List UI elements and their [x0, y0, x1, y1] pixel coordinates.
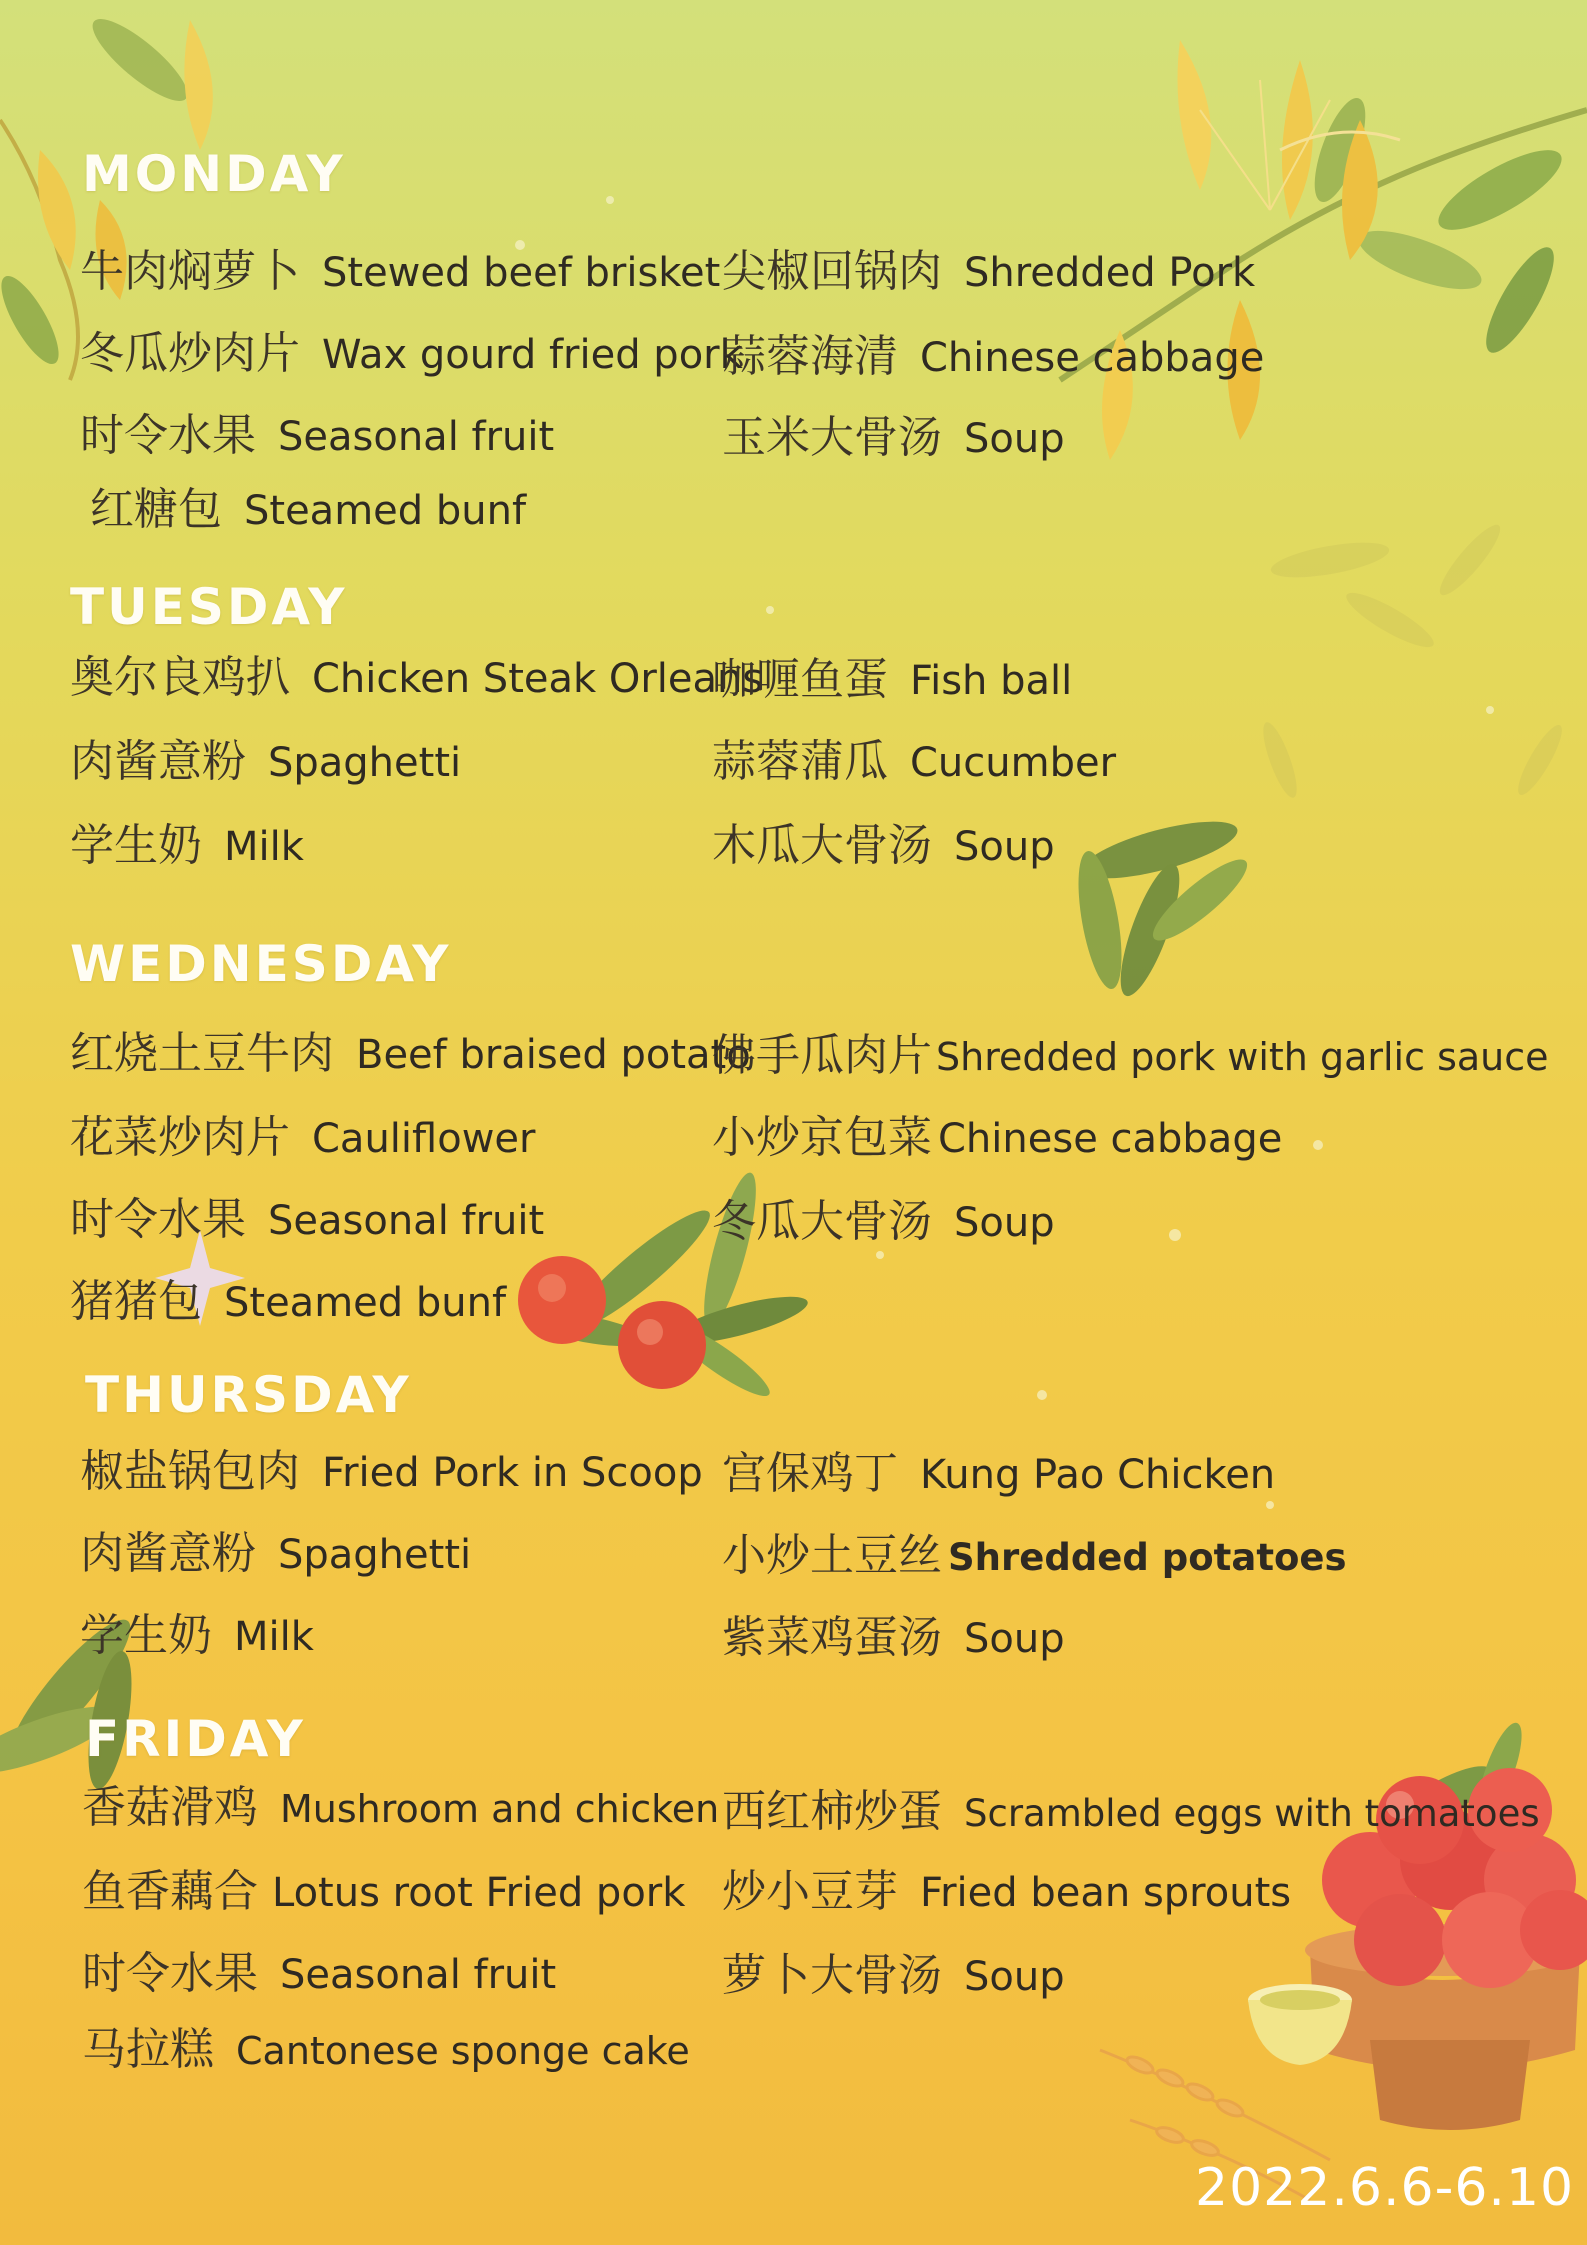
menu-item [712, 820, 1055, 871]
dish-cn: 蒜蓉海清 [722, 331, 898, 382]
dish-en: Cucumber [910, 740, 1117, 786]
dish-en: Milk [234, 1614, 314, 1660]
dish-en: Chicken Steak Orleans [312, 656, 764, 702]
dish-en: Soup [964, 1616, 1065, 1662]
dish-en: Mushroom and chicken [280, 1787, 720, 1831]
dish-cn: 炒小豆芽 [722, 1866, 898, 1917]
dish-en: Beef braised potato [356, 1032, 751, 1078]
dish-cn: 蒜蓉蒲瓜 [712, 736, 888, 787]
day-heading-tuesday: TUESDAY [70, 578, 348, 636]
dish-en: Stewed beef brisket [322, 250, 721, 296]
dish-cn: 萝卜大骨汤 [722, 1950, 942, 2001]
menu-item [80, 410, 555, 461]
dish-cn: 咖喱鱼蛋 [712, 654, 888, 705]
dish-cn: 小炒土豆丝 [722, 1530, 942, 1581]
dish-en: Seasonal fruit [280, 1952, 557, 1998]
menu-item [722, 1786, 1540, 1837]
dish-cn: 猪猪包 [70, 1276, 202, 1327]
day-heading-thursday: THURSDAY [85, 1366, 412, 1424]
dish-cn: 玉米大骨汤 [722, 412, 942, 463]
dish-en: Soup [954, 1200, 1055, 1246]
dish-en: Kung Pao Chicken [920, 1452, 1276, 1498]
menu-item [722, 1448, 1276, 1499]
dish-cn: 小炒京包菜 [712, 1112, 932, 1163]
dish-cn: 花菜炒肉片 [70, 1112, 290, 1163]
menu-item [722, 1866, 1292, 1917]
dish-en: Chinese cabbage [920, 335, 1265, 381]
dish-en: Cantonese sponge cake [236, 2029, 690, 2073]
dish-cn: 红烧土豆牛肉 [70, 1028, 334, 1079]
menu-item [722, 1612, 1065, 1663]
dish-cn: 冬瓜炒肉片 [80, 328, 300, 379]
dish-en: Seasonal fruit [268, 1198, 545, 1244]
dish-cn: 鱼香藕合 [82, 1866, 258, 1917]
menu-item [722, 246, 1256, 297]
dish-cn: 香菇滑鸡 [82, 1782, 258, 1833]
dish-en: Soup [954, 824, 1055, 870]
menu-item [80, 328, 743, 379]
menu-item [80, 1610, 314, 1661]
dish-cn: 冬瓜大骨汤 [712, 1196, 932, 1247]
dish-cn: 尖椒回锅肉 [722, 246, 942, 297]
dish-en: Wax gourd fried pork [322, 332, 743, 378]
dish-cn: 西红柿炒蛋 [722, 1786, 942, 1837]
dish-cn: 宫保鸡丁 [722, 1448, 898, 1499]
menu-item [80, 246, 721, 297]
dish-cn: 时令水果 [82, 1948, 258, 1999]
dish-en: Fish ball [910, 658, 1073, 704]
menu-item [70, 820, 304, 871]
menu-item [70, 1112, 536, 1163]
dish-cn: 肉酱意粉 [80, 1528, 256, 1579]
dish-en: Lotus root Fried pork [272, 1870, 686, 1916]
dish-en: Fried bean sprouts [920, 1870, 1292, 1916]
day-heading-wednesday: WEDNESDAY [70, 935, 452, 993]
dish-en: Shredded pork with garlic sauce [936, 1035, 1549, 1079]
dish-en: Steamed bunf [224, 1280, 507, 1326]
menu-item [82, 1782, 720, 1833]
dish-en: Steamed bunf [244, 488, 527, 534]
menu-item [70, 736, 462, 787]
dish-en: Milk [224, 824, 304, 870]
menu-item [712, 654, 1073, 705]
dish-en: Shredded Pork [964, 250, 1256, 296]
dish-cn: 马拉糕 [82, 2024, 214, 2075]
fruit-basket-icon [1305, 1718, 1587, 2130]
dish-cn: 椒盐锅包肉 [80, 1446, 300, 1497]
leaf-cluster-icon [1070, 810, 1256, 1002]
day-heading-friday: FRIDAY [85, 1710, 306, 1768]
dish-en: Soup [964, 1954, 1065, 2000]
menu-item [82, 2024, 690, 2075]
dish-en: Shredded potatoes [948, 1536, 1347, 1579]
menu-item [712, 1030, 1549, 1081]
dish-en: Cauliflower [312, 1116, 536, 1162]
dish-en: Spaghetti [278, 1532, 472, 1578]
menu-item [82, 1866, 686, 1917]
menu-item [722, 412, 1065, 463]
day-heading-monday: MONDAY [82, 145, 346, 203]
menu-item [70, 1028, 751, 1079]
menu-item [70, 1194, 545, 1245]
dish-cn: 佛手瓜肉片 [712, 1030, 932, 1081]
dish-cn: 时令水果 [80, 410, 256, 461]
faint-leaves-icon [1257, 518, 1569, 801]
dish-en: Soup [964, 416, 1065, 462]
menu-item [722, 1950, 1065, 2001]
dish-cn: 牛肉焖萝卜 [80, 246, 300, 297]
dish-cn: 学生奶 [70, 820, 202, 871]
menu-item [722, 331, 1265, 382]
menu-item [712, 1196, 1055, 1247]
menu-item [80, 1446, 703, 1497]
dish-en: Chinese cabbage [938, 1116, 1283, 1162]
menu-item [70, 652, 764, 703]
menu-item [712, 736, 1117, 787]
dish-cn: 紫菜鸡蛋汤 [722, 1612, 942, 1663]
dish-cn: 奥尔良鸡扒 [70, 652, 290, 703]
dish-cn: 红糖包 [90, 484, 222, 535]
menu-item [82, 1948, 557, 1999]
dish-en: Scrambled eggs with tomatoes [964, 1792, 1540, 1835]
dish-en: Fried Pork in Scoop [322, 1450, 703, 1496]
menu-item [90, 484, 527, 535]
date-range: 2022.6.6-6.10 [1195, 2158, 1575, 2218]
dish-en: Seasonal fruit [278, 414, 555, 460]
dish-cn: 时令水果 [70, 1194, 246, 1245]
dish-en: Spaghetti [268, 740, 462, 786]
menu-item [712, 1112, 1283, 1163]
dish-cn: 肉酱意粉 [70, 736, 246, 787]
menu-item [80, 1528, 472, 1579]
menu-item [70, 1276, 507, 1327]
dish-cn: 木瓜大骨汤 [712, 820, 932, 871]
dish-cn: 学生奶 [80, 1610, 212, 1661]
menu-item [722, 1530, 1347, 1581]
